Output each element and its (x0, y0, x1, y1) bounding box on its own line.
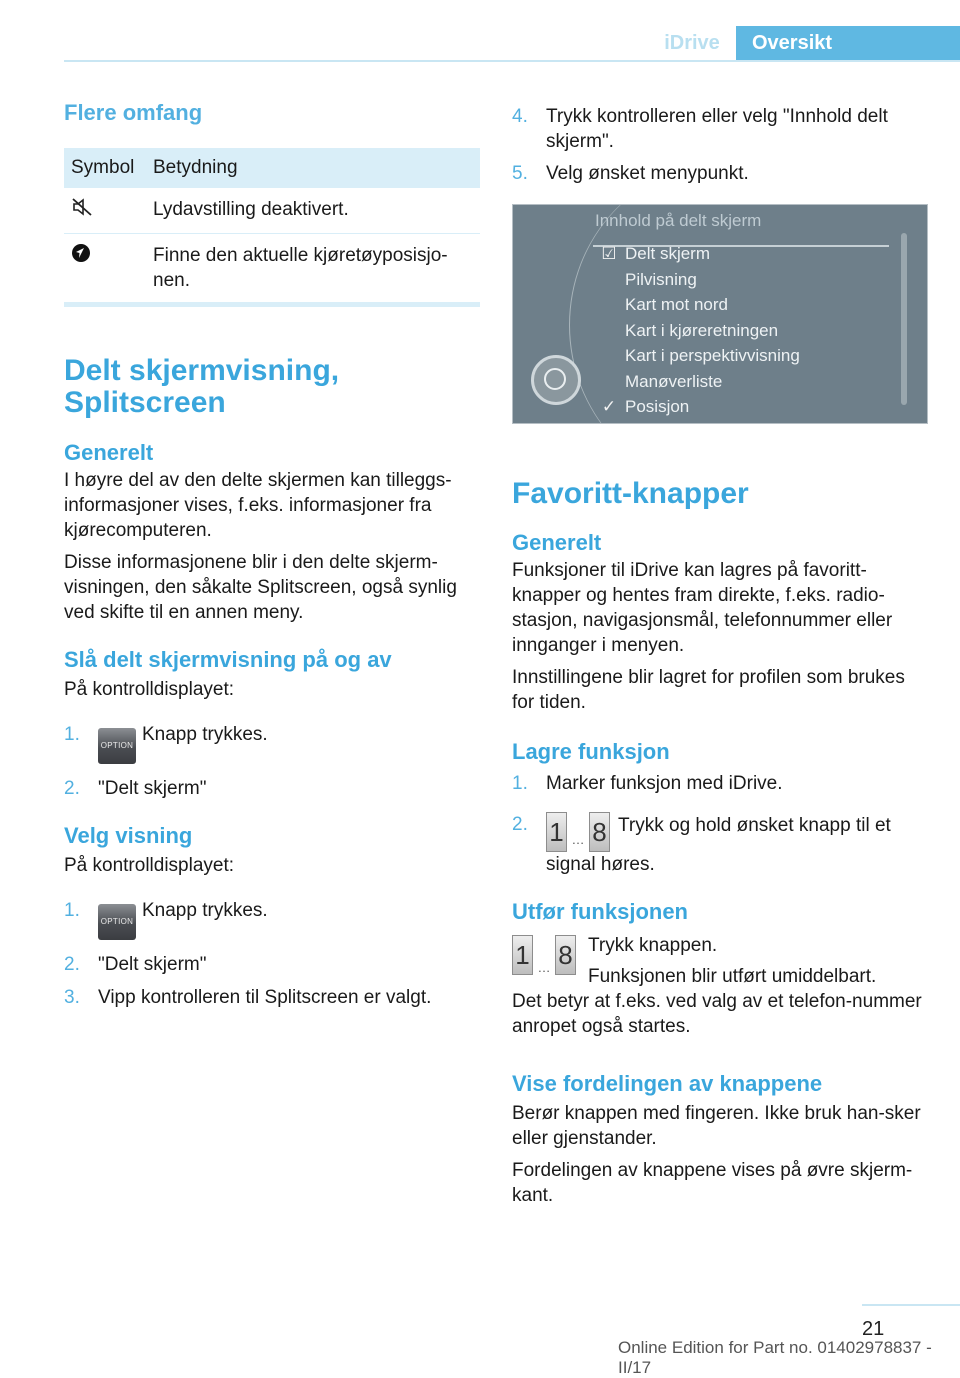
step-number: 3. (64, 987, 80, 1008)
step-text: Trykk og hold ønsket knapp til et signal høres. (546, 814, 891, 875)
step-number: 2. (64, 954, 80, 975)
paragraph: I høyre del av den delte skjermen kan tilleggs-informasjoner vises, f.eks. informasjoner fra kjørecomputeren. (64, 470, 452, 541)
key-8: 8 (555, 935, 576, 975)
steps-list (64, 722, 480, 801)
left-column (64, 100, 480, 1010)
step-text: Trykk kontrolleren eller velg "Innhold delt skjerm". (546, 106, 888, 152)
heading-sla-delt: Slå delt skjermvisning på og av (64, 647, 392, 672)
step-text: Knapp trykkes. (142, 724, 268, 745)
page-number: 21 (862, 1318, 885, 1340)
menu-item (625, 343, 800, 369)
option-button-icon: OPTION (98, 904, 136, 940)
list-item (64, 722, 480, 764)
step-number: 4. (512, 106, 528, 127)
col-symbol: Symbol (64, 148, 146, 188)
idrive-screen-image (512, 204, 928, 424)
paragraph: Innstillingene blir lagret for profilen som brukes for tiden. (512, 666, 905, 713)
list-item (64, 776, 480, 801)
paragraph: Disse informasjonene blir i den delte skjerm-visningen, den såkalte Splitscreen, også synlig ved skifte til en annen meny. (64, 552, 457, 623)
menu-item-label: Kart mot nord (625, 295, 728, 314)
step-text: Vipp kontrolleren til Splitscreen er valgt. (98, 987, 432, 1008)
muted-speaker-icon (64, 188, 146, 234)
symbol-table-header (64, 148, 480, 188)
header-section: iDrive (664, 32, 720, 54)
header-tab: Oversikt (736, 26, 960, 60)
menu-item-label: Posisjon (625, 397, 690, 416)
edition-note: Online Edition for Part no. 01402978837 - II/17 (618, 1338, 932, 1377)
utfor-block (512, 933, 928, 1039)
list-item (64, 952, 480, 977)
scrollbar (901, 233, 907, 405)
table-row (64, 234, 480, 303)
list-item (512, 771, 928, 796)
menu-item-label: Kart i perspektivvisning (625, 346, 800, 365)
paragraph: Funksjonen blir utført umiddelbart. (588, 965, 877, 987)
favorite-keys-icon (512, 935, 576, 975)
step-number: 2. (64, 778, 80, 799)
paragraph: Det betyr at f.eks. ved valg av et telefon-nummer anropet også startes. (512, 990, 922, 1037)
list-item (64, 985, 480, 1010)
heading-velg-visning: Velg visning (64, 823, 193, 848)
paragraph: Fordelingen av knappene vises på øvre skjerm-kant. (512, 1159, 913, 1206)
screen-title: Innhold på delt skjerm (595, 211, 762, 230)
key-dots: … (537, 959, 551, 975)
col-meaning: Betydning (146, 148, 480, 188)
table-end-rule (64, 302, 480, 307)
menu-item-label: Manøverliste (625, 371, 723, 391)
step-number: 1. (64, 900, 80, 921)
list-item (512, 104, 928, 154)
footer-rule (862, 1304, 960, 1306)
heading-favoritt-knapper: Favoritt-knapper (512, 477, 749, 510)
menu-item-label: Delt skjerm (625, 244, 711, 263)
paragraph: På kontrolldisplayet: (64, 855, 235, 876)
steps-list (512, 104, 928, 186)
step-text: "Delt skjerm" (98, 954, 207, 975)
key-8: 8 (589, 812, 610, 852)
step-number: 2. (512, 813, 528, 835)
paragraph: Berør knappen med fingeren. Ikke bruk han-sker eller gjenstander. (512, 1102, 921, 1149)
steps-list (64, 898, 480, 1010)
key-1: 1 (512, 935, 533, 975)
list-item (512, 161, 928, 186)
table-cell-text: Finne den aktuelle kjøretøyposisjo-nen. (153, 245, 448, 291)
menu-item-label: Pilvisning (625, 269, 697, 289)
list-item (512, 812, 928, 877)
favorite-keys-icon (546, 812, 610, 852)
heading-delt-skjermvisning: Delt skjermvisning, Splitscreen (64, 354, 340, 419)
step-text: "Delt skjerm" (98, 778, 207, 799)
menu-item (625, 318, 800, 344)
paragraph: Funksjoner til iDrive kan lagres på favoritt-knapper og hentes fram direkte, f.eks. radio-stasjon, navigasjonsmål, telefonnummer eller innganger i menyen. (512, 559, 893, 656)
step-text: Marker funksjon med iDrive. (546, 772, 783, 794)
step-text: Knapp trykkes. (142, 900, 268, 921)
heading-utfor-funksjonen: Utfør funksjonen (512, 898, 688, 924)
paragraph: Trykk knappen. (588, 934, 718, 956)
heading-generelt: Generelt (64, 440, 154, 465)
table-row (64, 188, 480, 234)
steps-list (512, 771, 928, 877)
header-rule (64, 60, 960, 62)
menu-item (601, 394, 800, 420)
menu-item (601, 241, 800, 267)
symbol-table (64, 148, 480, 302)
paragraph: På kontrolldisplayet: (64, 679, 235, 700)
right-column (512, 100, 928, 1208)
key-1: 1 (546, 812, 567, 852)
checkbox-icon: ☑ (601, 244, 617, 263)
heading-generelt: Generelt (512, 529, 602, 555)
option-button-icon: OPTION (98, 728, 136, 764)
heading-vise-fordelingen: Vise fordelingen av knappene (512, 1070, 823, 1096)
menu-item (625, 369, 800, 395)
heading-flere-omfang: Flere omfang (64, 100, 203, 125)
step-number: 5. (512, 163, 528, 184)
step-number: 1. (512, 772, 528, 794)
checkmark-icon: ✓ (601, 397, 617, 416)
menu-item-label: Kart i kjøreretningen (625, 320, 779, 340)
controller-knob-icon (531, 355, 581, 405)
list-item (64, 898, 480, 940)
screen-menu (601, 241, 800, 420)
step-number: 1. (64, 724, 80, 745)
menu-item (625, 292, 800, 318)
menu-item (625, 267, 800, 293)
step-text: Velg ønsket menypunkt. (546, 163, 749, 184)
table-cell-text: Lydavstilling deaktivert. (146, 188, 480, 234)
heading-lagre-funksjon: Lagre funksjon (512, 738, 670, 764)
key-dots: … (571, 831, 585, 847)
position-arrow-icon (64, 234, 146, 303)
